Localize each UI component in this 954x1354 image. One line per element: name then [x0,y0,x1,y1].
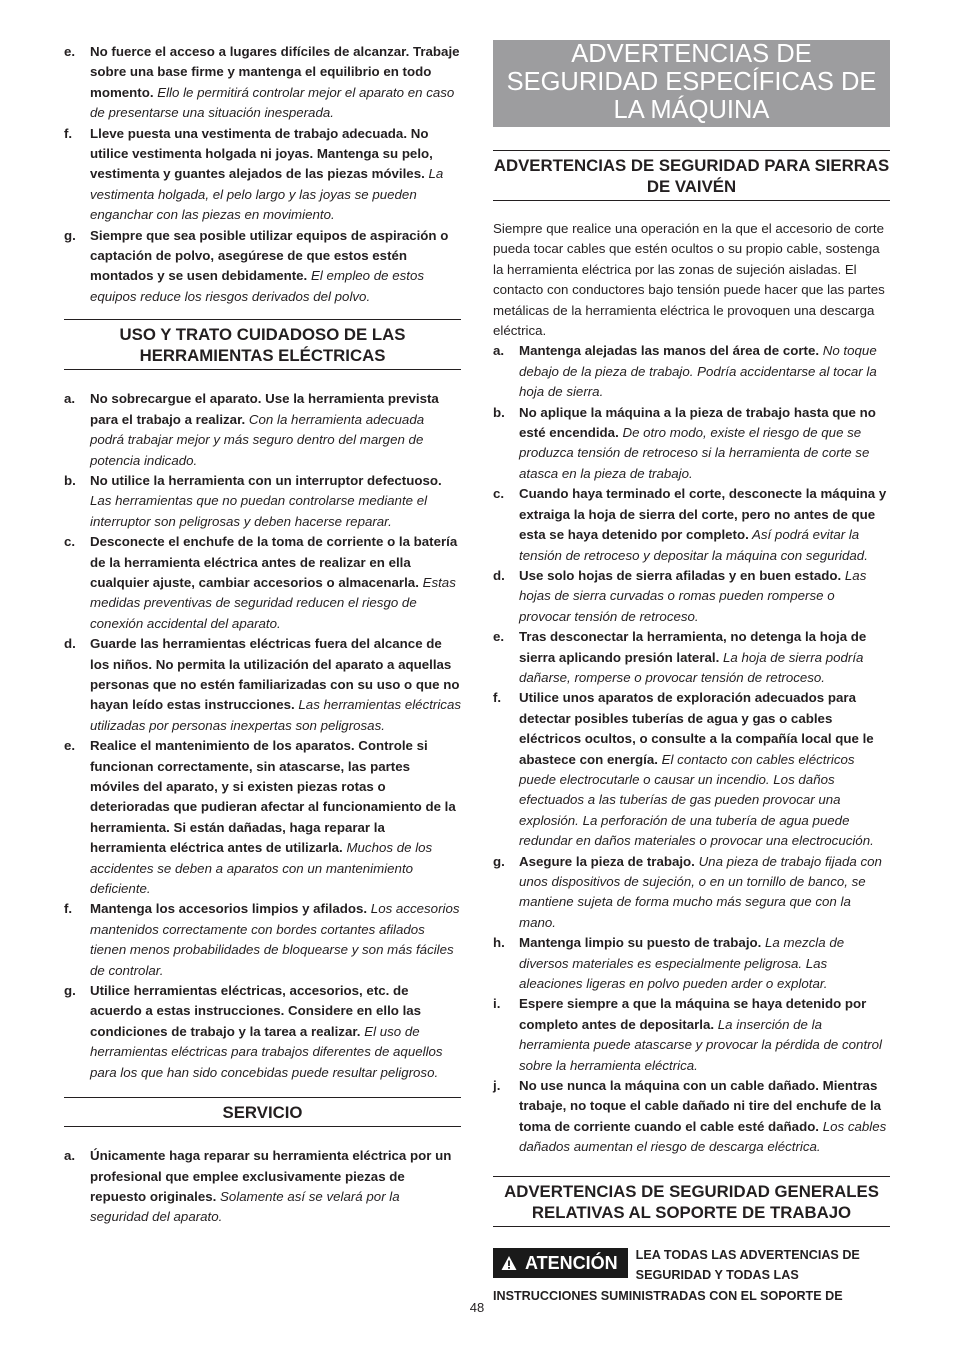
item-bold-text: Mantenga alejadas las manos del área de corte. [519,343,820,359]
warning-block [493,1245,890,1306]
item-letter: c. [64,534,76,550]
item-italic-text: La mezcla de diversos materiales es especialmente peligrosa. Las aleaciones ligeras en polvo pueden arder o explotar. [519,935,845,992]
list-item [64,226,461,308]
intro-paragraph: Siempre que realice una operación en la que el accesorio de corte pueda tocar cables que estén ocultos o su propio cable, sostenga la herramienta eléctrica por las zonas de sujeción aisladas. El contacto con conductores bajo tensión puede hacer que las partes metálicas de la herramienta eléctrica le provoquen una descarga eléctrica. [493,221,885,339]
list-item [493,852,890,934]
item-italic-text: La vestimenta holgada, el pelo largo y las joyas se pueden enganchar con las piezas en movimiento. [90,166,444,223]
section-heading-uso: USO Y TRATO CUIDADOSO DE LAS HERRAMIENTAS ELÉCTRICAS [64,319,461,370]
sierras-list [493,341,890,1157]
item-bold-text: Mantenga los accesorios limpios y afilados. [90,901,368,917]
item-letter: f. [64,901,73,917]
item-italic-text: El uso de herramientas eléctricas para trabajos diferentes de aquellos para los que han sido concebidas puede resultar peligroso. [90,1023,443,1080]
item-italic-text: La hoja de sierra podría dañarse, romperse o provocar tensión de retroceso. [519,649,864,685]
main-title: ADVERTENCIAS DE SEGURIDAD ESPECÍFICAS DE LA MÁQUINA [493,40,890,127]
item-italic-text: Muchos de los accidentes se deben a aparatos con un mantenimiento deficiente. [90,840,433,897]
list-item [493,403,890,485]
item-text [519,484,890,566]
item-bold-text: Guarde las herramientas eléctricas fuera del alcance de los niños. No permita la utilización del aparato a aquellas personas que no estén familiarizadas con su uso o que no hayan leído estas instrucciones. [90,636,460,713]
item-letter: e. [493,629,505,645]
list-item [493,688,890,851]
item-text [519,627,890,688]
warning-text: LEA TODAS LAS ADVERTENCIAS DE SEGURIDAD Y TODAS LAS INSTRUCCIONES SUMINISTRADAS CON EL SOPORTE DE [493,1247,860,1303]
item-italic-text: Las herramientas eléctricas utilizadas por personas inexpertas son peligrosas. [90,697,461,733]
item-text [519,688,890,851]
list-item [64,634,461,736]
item-bold-text: No use nunca la máquina con un cable dañado. Mientras trabaje, no toque el cable dañado ni tire del enchufe de la toma de corriente cuando el cable esté dañado. [519,1078,882,1134]
list-item [64,981,461,1083]
atencion-label: ATENCIÓN [525,1252,618,1273]
item-italic-text: La inserción de la herramienta puede atascarse y provocar la pérdida de control sobre la herramienta eléctrica. [519,1016,882,1073]
list-item [493,933,890,994]
item-bold-text: No sobrecargue el aparato. Use la herramienta prevista para el trabajo a realizar. [90,391,439,427]
uso-list [64,389,461,1083]
item-letter: d. [493,567,505,583]
item-letter: a. [493,343,505,359]
item-letter: f. [64,125,73,141]
item-letter: e. [64,44,76,59]
item-text [519,994,890,1076]
item-text [90,42,461,124]
list-item [493,484,890,566]
item-italic-text: Las hojas de sierra curvadas o romas pueden romperse o provocar tensión de retroceso. [519,567,867,624]
item-letter: g. [64,227,76,243]
item-bold-text: Mantenga limpio su puesto de trabajo. [519,935,762,951]
list-item [493,566,890,627]
item-text [519,1076,890,1158]
item-bold-text: Utilice herramientas eléctricas, accesorios, etc. de acuerdo a estas instrucciones. Considere en ello las condiciones de trabajo y la tarea a realizar. [90,983,422,1039]
list-item [64,42,461,124]
item-letter: e. [64,738,76,754]
item-text [90,899,461,981]
item-text [90,471,461,532]
item-italic-text: Los cables dañados aumentan el riesgo de descarga eléctrica. [519,1118,887,1155]
list-item [64,124,461,226]
item-letter: f. [493,690,502,706]
servicio-list [64,1146,461,1228]
list-item [493,627,890,688]
item-italic-text: Los accesorios mantenidos correctamente con bordes cortantes afilados tienen menos probabilidades de bloquearse y son más fáciles de controlar. [90,901,460,978]
left-column [64,42,461,1228]
item-bold-text: Únicamente haga reparar su herramienta eléctrica por un profesional que emplee exclusivamente piezas de repuesto originales. [90,1148,452,1204]
item-letter: g. [493,853,505,869]
section-heading-sierras: ADVERTENCIAS DE SEGURIDAD PARA SIERRAS DE VAIVÉN [493,150,890,201]
item-italic-text: De otro modo, existe el riesgo de que se produzca tensión de retroceso si la herramienta de corte se atasca en la pieza de trabajo. [519,425,870,481]
item-text [519,341,890,402]
item-italic-text: Ello le permitirá controlar mejor el aparato en caso de presentarse una situación inesperada. [90,84,455,121]
list-item [64,532,461,634]
page-number: 48 [469,1300,485,1315]
item-letter: j. [493,1078,501,1094]
item-letter: h. [493,935,505,951]
list-item [64,736,461,899]
item-letter: d. [64,636,76,652]
item-italic-text: Solamente así se velará por la seguridad del aparato. [90,1188,400,1225]
item-text [519,933,890,994]
list-item [493,341,890,402]
item-text [90,634,461,736]
item-letter: c. [493,486,505,502]
item-text [90,736,461,899]
item-text [519,852,890,934]
item-bold-text: Espere siempre a que la máquina se haya detenido por completo antes de depositarla. [519,996,867,1032]
item-text [90,1146,461,1228]
item-text [90,124,461,226]
section-heading-soporte: ADVERTENCIAS DE SEGURIDAD GENERALES RELATIVAS AL SOPORTE DE TRABAJO [493,1176,890,1227]
item-bold-text: Desconecte el enchufe de la toma de corriente o la batería de la herramienta eléctrica antes de realizar en ella cualquier ajuste, cambiar accesorios o almacenarla. [90,534,458,590]
item-bold-text: Use solo hojas de sierra afiladas y en buen estado. [519,567,842,583]
item-text [519,566,890,627]
item-italic-text: Una pieza de trabajo fijada con unos dispositivos de sujeción, o en un tornillo de banco, se mantiene sujeta de forma mucho más segura que con la mano. [519,853,882,930]
item-letter: a. [64,391,76,407]
item-bold-text: No fuerce el acceso a lugares difíciles de alcanzar. Trabaje sobre una base firme y mantenga el equilibrio en todo momento. [90,44,460,100]
list-item [64,389,461,471]
item-bold-text: Siempre que sea posible utilizar equipos de aspiración o captación de polvo, asegúrese de que estos estén montados y se usen debidamente. [90,227,449,284]
warning-triangle-icon [501,1255,517,1271]
item-italic-text: Estas medidas preventivas de seguridad reducen el riesgo de conexión accidental del aparato. [90,574,456,631]
list-item [64,899,461,981]
item-bold-text: Tras desconectar la herramienta, no detenga la hoja de sierra aplicando presión lateral. [519,629,867,665]
item-text [90,389,461,471]
list-item [493,1076,890,1158]
item-letter: a. [64,1148,76,1164]
item-text [519,403,890,485]
right-column [493,40,890,1306]
item-letter: b. [493,404,505,420]
item-letter: g. [64,983,76,999]
item-italic-text: Las herramientas que no puedan controlarse mediante el interruptor son peligrosas y deben hacerse reparar. [90,493,428,529]
item-italic-text: El contacto con cables eléctricos puede electrocutarle o causar un incendio. Los daños efectuados a las tuberías de gas pueden provocar una explosión. La perforación de una tubería de agua puede redundar en daños materiales o provocar una electrocución. [519,751,874,849]
item-italic-text: El empleo de estos equipos reduce los riesgos derivados del polvo. [90,268,425,304]
atencion-badge [493,1248,628,1278]
item-italic-text: No toque debajo de la pieza de trabajo. Podría accidentarse al tocar la hoja de sierra. [519,343,877,400]
list-item [64,1146,461,1228]
item-bold-text: No utilice la herramienta con un interruptor defectuoso. [90,472,442,488]
item-bold-text: Asegure la pieza de trabajo. [519,853,695,869]
list-item [64,471,461,532]
item-text [90,981,461,1083]
item-bold-text: Lleve puesta una vestimenta de trabajo adecuada. No utilice vestimenta holgada ni joyas. Mantenga su pelo, vestimenta y guantes alejados de las piezas móviles. [90,125,433,182]
list-item [493,994,890,1076]
item-letter: b. [64,472,76,488]
item-bold-text: Utilice unos aparatos de exploración adecuados para detectar posibles tuberías de agua y gas o cables eléctricos ocultos, o consulte a la compañía local que le abastece con energía. [519,690,874,767]
item-italic-text: Con la herramienta adecuada podrá trabajar mejor y más seguro dentro del margen de potencia indicado. [90,411,425,468]
item-italic-text: Así podrá evitar la tensión de retroceso y depositar la máquina con seguridad. [519,527,868,563]
item-letter: i. [493,996,501,1012]
item-text [90,226,461,308]
left-top-list [64,42,461,307]
item-bold-text: Cuando haya terminado el corte, desconecte la máquina y extraiga la hoja de sierra del corte, pero no antes de que esta se haya detenido por completo. [519,486,887,543]
section-heading-servicio: SERVICIO [64,1097,461,1127]
item-text [90,532,461,634]
item-bold-text: Realice el mantenimiento de los aparatos. Controle si funcionan correctamente, sin atascarse, las partes móviles del aparato, y si existen piezas rotas o deterioradas que pudieran afectar al funcionamiento de la herramienta. Si están dañadas, haga reparar la herramienta eléctrica antes de utilizarla. [90,738,456,856]
item-bold-text: No aplique la máquina a la pieza de trabajo hasta que no esté encendida. [519,404,876,441]
